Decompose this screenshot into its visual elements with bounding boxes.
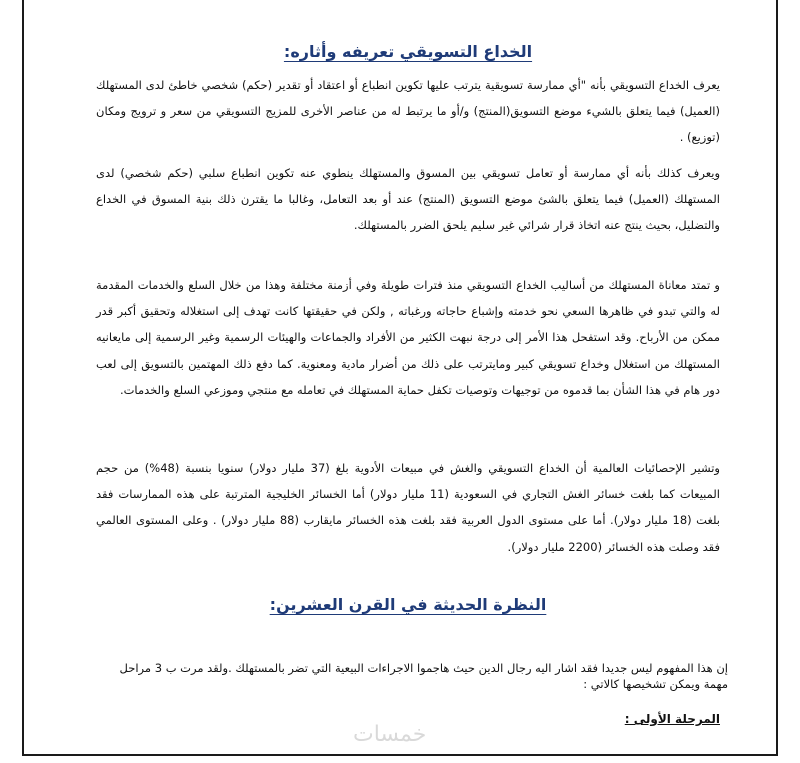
- paragraph-consumer-suffering: و تمتد معاناة المستهلك من أساليب الخداع التسويقي منذ فترات طويلة وفي أزمنة مختلفة وهذا من خلال السلع والخدمات المقدمة له والتي تبدو في ظاهرها السعي نحو خدمته وإشباع حاجاته ورغباته , ولكن في حقيقتها كانت تهدف إلى استغلاله وتحقيق أكبر قدر ممكن من الأرباح. وقد استفحل هذا الأمر إلى درجة نبهت الكثير من الأفراد والجماعات والهيئات الرسمية وغير الرسمية إلى مايعانيه المستهلك من استغلال وخداع تسويقي كبير ومايترتب على ذلك من أضرار مادية ومعنوية. كما دفع ذلك المهتمين بالتسويق إلى لعب دور هام في هذا الشأن بما قدموه من توجيهات وتوصيات تكفل حماية المستهلك في تعامله مع منتجي وموزعي السلع والخدمات.: [96, 278, 720, 397]
- paragraph-statistics: وتشير الإحصائيات العالمية أن الخداع التسويقي والغش في مبيعات الأدوية بلغ (37 مليار دولار) سنويا بنسبة (48%) من حجم المبيعات كما بلغت خسائر الغش التجاري في السعودية (11 مليار دولار) أما الخسائر الخليجية المترتبة على هذه الممارسات فقد بلغت (18 مليار دولار). أما على مستوى الدول العربية فقد بلغت هذه الخسائر مايقارب (88 مليار دولار) . وعلى المستوى العالمي فقد وصلت هذه الخسائر (2200 مليار دولار).: [96, 461, 720, 554]
- subheading-first-stage: المرحلة الأولى :: [624, 712, 720, 726]
- section-heading-modern-view: النظرة الحديثة في القرن العشرين:: [269, 595, 547, 614]
- paragraph-modern-view: إن هذا المفهوم ليس جديدا فقد اشار اليه رجال الدين حيث هاجموا الاجراءات البيعية التي تضر بالمستهلك .ولقد مرت ب 3 مراحل مهمة ويمكن تشخيصها كالاتي :: [119, 661, 728, 691]
- paragraph-definition-2: ويعرف كذلك بأنه أي ممارسة أو تعامل تسويقي بين المسوق والمستهلك ينطوي عنه تكوين انطباع سلبي (حكم شخصي) لدى المستهلك (العميل) فيما يتعلق بالشئ موضع التسويق (المنتج) عند أو بعد التعامل، وغالبا ما يقترن ذلك بنية المسوق في الخداع والتضليل، بحيث ينتج عنه اتخاذ قرار شرائي غير سليم يلحق الضرر بالمستهلك.: [96, 166, 720, 233]
- paragraph-definition: يعرف الخداع التسويقي بأنه "أي ممارسة تسويقية يترتب عليها تكوين انطباع أو اعتقاد أو تقدير (حكم) شخصي خاطئ لدى المستهلك (العميل) فيما يتعلق بالشيء موضع التسويق(المنتج) و/أو ما يرتبط له من عناصر الأخرى للمزيج التسويقي من سعر و ترويج ومكان (توزيع) .: [96, 78, 720, 145]
- section-heading-definition: الخداع التسويقي تعريفه وأثاره:: [283, 42, 533, 61]
- watermark-logo: خمسات: [353, 722, 427, 747]
